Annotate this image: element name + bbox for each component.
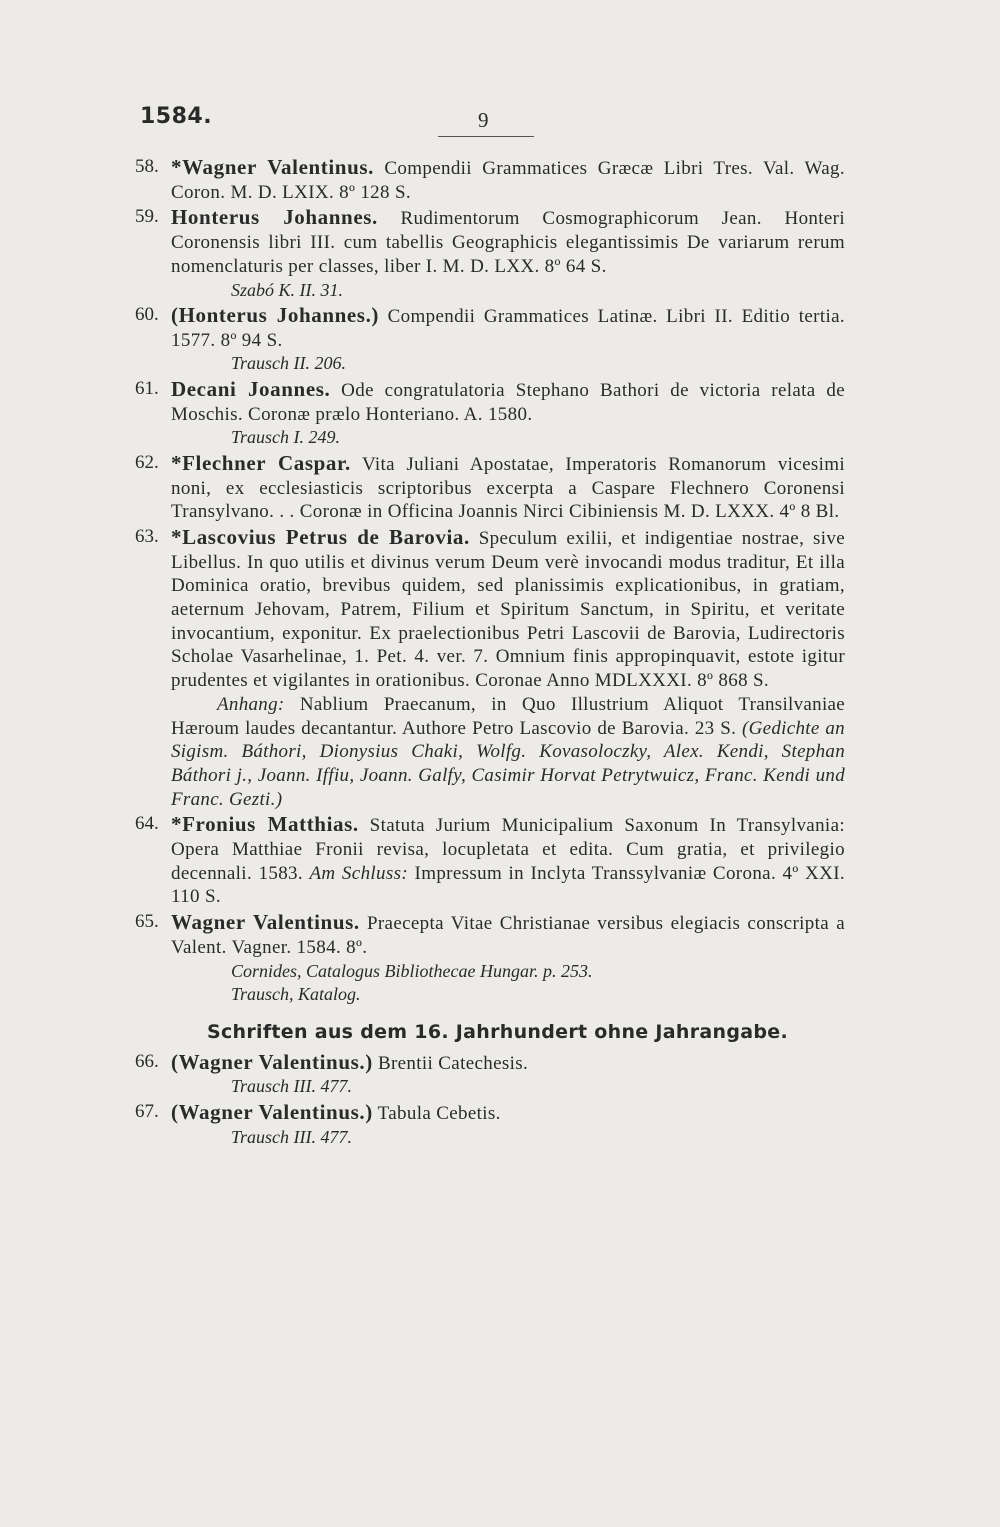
entry-62 bbox=[135, 452, 845, 524]
entry-title: Brentii Catechesis. bbox=[377, 1052, 529, 1074]
entry-title: Speculum exilii, et indigentiae nostrae, sive Libellus. In quo utilis et divinus verum Deum verè invocandi modus traditur, Et illa Dominica oratio, brevibus quidem, sed planissimis explicationibus, in gratiam, aeternum Jehovam, Patrem, Filium et Spiritum Sanctum, in Spiritu, et veritate invocantium, exponitur. Ex praelectionibus Petri Lascovii de Barovia, Ludirectoris Scholae Vasarhelinae, 1. Pet. 4. ver. 7. Omnium finis appropinquavit, estote igitur prudentes et vigilantes in orationibus. Coronae Anno MDLXXXI. 8º 868 S. bbox=[171, 527, 846, 692]
entry-number: 67. bbox=[135, 1100, 159, 1122]
entry-58 bbox=[135, 156, 845, 204]
entry-title: Statuta Jurium Municipalium Saxonum In Transylvania: Opera Matthiae Fronii revisa, locupletata et edita. Cum gratia, et privilegio decennali. 1583. bbox=[171, 815, 845, 884]
entry-66 bbox=[135, 1051, 845, 1099]
entry-64 bbox=[135, 813, 845, 909]
entry-title: Vita Juliani Apostatae, Imperatoris Romanorum vicesimi noni, ex ecclesiasticis scriptoribus excerpta a Caspare Flechnero Coronensi Transylvano. . . Coronæ in Officina Joannis Nirci Cibiniensis M. D. LXXX. 4º 8 Bl. bbox=[171, 453, 845, 523]
entry-number: 59. bbox=[135, 206, 159, 228]
entry-author: (Wagner Valentinus.) bbox=[171, 1049, 373, 1074]
entry-number: 58. bbox=[135, 156, 159, 177]
entry-reference: Trausch, Katalog. bbox=[231, 984, 361, 1005]
entry-number: 65. bbox=[135, 911, 159, 933]
entry-title: Ode congratulatoria Stephano Bathori de victoria relata de Moschis. Coronæ prælo Honteriano. A. 1580. bbox=[171, 379, 845, 425]
entry-65 bbox=[135, 911, 845, 1006]
entry-author: Honterus Johannes. bbox=[171, 205, 378, 230]
entry-number: 61. bbox=[135, 377, 159, 399]
entry-63 bbox=[135, 526, 845, 811]
entry-title: Compendii Grammatices Græcæ Libri Tres. Val. Wag. Coron. M. D. LXIX. 8º 128 S. bbox=[171, 158, 846, 203]
entry-59 bbox=[135, 206, 845, 302]
entry-author: Wagner Valentinus. bbox=[171, 910, 360, 935]
bibliography-list bbox=[135, 156, 845, 1151]
header-rule bbox=[438, 136, 534, 137]
entry-title: Tabula Cebetis. bbox=[377, 1102, 501, 1124]
appendix-label: Anhang: bbox=[217, 693, 285, 715]
entry-author: *Fronius Matthias. bbox=[171, 812, 359, 837]
appendix-text: Nablium Praecanum, in Quo Illustrium Aliquot Transilvaniae Hæroum laudes decantantur. Authore Petro Lascovio de Barovia. 23 S. bbox=[171, 693, 845, 739]
entry-author: *Flechner Caspar. bbox=[171, 450, 351, 475]
entry-reference: Szabó K. II. 31. bbox=[231, 279, 343, 300]
entry-number: 64. bbox=[135, 813, 159, 835]
entry-author: *Lascovius Petrus de Barovia. bbox=[171, 524, 470, 549]
entry-appendix bbox=[171, 693, 845, 812]
entry-number: 66. bbox=[135, 1050, 159, 1072]
entry-title: Compendii Grammatices Latinæ. Libri II. Editio tertia. 1577. 8º 94 S. bbox=[171, 306, 845, 351]
entry-author: Decani Joannes. bbox=[171, 376, 331, 401]
entry-number: 62. bbox=[135, 451, 159, 473]
entry-title: Praecepta Vitae Christianae versibus elegiacis conscripta a Valent. Vagner. 1584. 8º. bbox=[171, 913, 845, 958]
entry-number: 60. bbox=[135, 304, 159, 326]
entry-number: 63. bbox=[135, 525, 159, 547]
entry-author: (Wagner Valentinus.) bbox=[171, 1099, 373, 1124]
entry-reference: Trausch I. 249. bbox=[231, 427, 341, 448]
running-head-year: 1584. bbox=[140, 104, 213, 129]
colophon-label: Am Schluss: bbox=[309, 862, 409, 884]
appendix-note: (Gedichte an Sigism. Báthori, Dionysius Chaki, Wolfg. Kovasoloczky, Alex. Kendi, Stephan Báthori j., Joann. Iffiu, Joann. Galfy, Casimir Horvat Petrytwuicz, Franc. Kendi und Franc. Gezti.) bbox=[171, 717, 845, 810]
colophon-text: Impressum in Inclyta Transsylvaniæ Corona. 4º XXI. 110 S. bbox=[171, 862, 845, 908]
entry-reference: Trausch II. 206. bbox=[231, 353, 347, 374]
page-number: 9 bbox=[478, 108, 489, 132]
entry-title: Rudimentorum Cosmographicorum Jean. Honteri Coronensis libri III. cum tabellis Geographicis elegantissimis De variarum rerum nomenclaturis per classes, liber I. M. D. LXX. 8º 64 S. bbox=[171, 208, 845, 277]
entry-61 bbox=[135, 378, 845, 450]
entry-reference: Cornides, Catalogus Bibliothecae Hungar. p. 253. bbox=[231, 960, 593, 981]
section-heading: Schriften aus dem 16. Jahrhundert ohne Jahrangabe. bbox=[207, 1020, 788, 1043]
entry-author: (Honterus Johannes.) bbox=[171, 303, 380, 328]
entry-60 bbox=[135, 304, 845, 376]
entry-67 bbox=[135, 1101, 845, 1149]
entry-reference: Trausch III. 477. bbox=[231, 1126, 352, 1147]
entry-reference: Trausch III. 477. bbox=[231, 1076, 352, 1097]
entry-author: *Wagner Valentinus. bbox=[171, 155, 374, 179]
